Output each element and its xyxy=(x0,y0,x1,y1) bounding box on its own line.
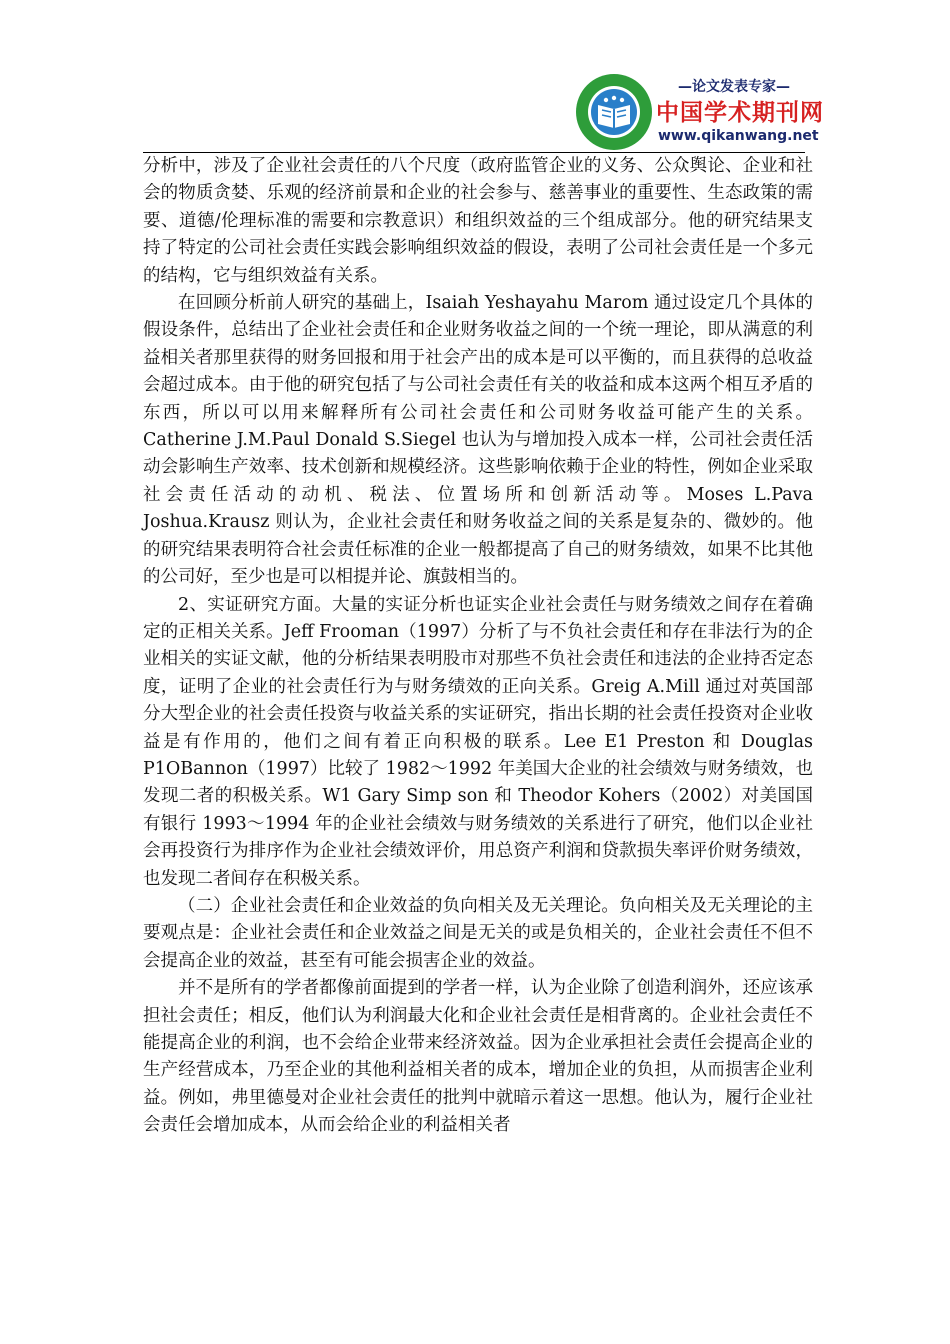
paragraph-4: （二）企业社会责任和企业效益的负向相关及无关理论。负向相关及无关理论的主要观点是：企业社会责任和企业效益之间是无关的或是负相关的，企业社会责任不但不会提高企业的效益，甚至有可能会损害企业的效益。 xyxy=(143,895,813,971)
paragraph-1: 分析中，涉及了企业社会责任的八个尺度（政府监管企业的义务、公众舆论、企业和社会的物质贪婪、乐观的经济前景和企业的社会参与、慈善事业的重要性、生态政策的需要、道德/伦理标准的需要和宗教意识）和组织效益的三个组成部分。他的研究结果支持了特定的公司社会责任实践会影响组织效益的假设，表明了公司社会责任是一个多元的结构，它与组织效益有关系。 xyxy=(143,156,813,286)
paragraph-2: 在回顾分析前人研究的基础上，Isaiah Yeshayahu Marom 通过设定几个具体的假设条件，总结出了企业社会责任和企业财务收益之间的一个统一理论，即从满意的利益相关者那里获得的财务回报和用于社会产出的成本是可以平衡的，而且获得的总收益会超过成本。由于他的研究包括了与公司社会责任有关的收益和成本这两个相互矛盾的东西，所以可以用来解释所有公司社会责任和公司财务收益可能产生的关系。Catherine J.M.Paul Donald S.Siegel 也认为与增加投入成本一样，公司社会责任活动会影响生产效率、技术创新和规模经济。这些影响依赖于企业的特性，例如企业采取社会责任活动的动机、税法、位置场所和创新活动等。Moses L.Pava Joshua.Krausz 则认为，企业社会责任和财务收益之间的关系是复杂的、微妙的。他的研究结果表明符合社会责任标准的企业一般都提高了自己的财务绩效，如果不比其他的公司好，至少也是可以相提并论、旗鼓相当的。 xyxy=(143,293,813,588)
logo-slogan: —论文发表专家— xyxy=(678,79,790,95)
paragraph-5: 并不是所有的学者都像前面提到的学者一样，认为企业除了创造利润外，还应该承担社会责任；相反，他们认为利润最大化和企业社会责任是相背离的。企业社会责任不能提高企业的利润，也不会给企业带来经济效益。因为企业承担社会责任会提高企业的生产经营成本，乃至企业的其他利益相关者的成本，增加企业的负担，从而损害企业利益。例如，弗里德曼对企业社会责任的批判中就暗示着这一思想。他认为，履行企业社会责任会增加成本，从而会给企业的利益相关者 xyxy=(143,978,813,1136)
logo-url: www.qikanwang.net xyxy=(658,128,819,144)
seal-icon xyxy=(574,72,654,152)
logo-name: 中国学术期刊网 xyxy=(656,100,824,126)
document-body xyxy=(143,153,813,1140)
paragraph-3: 2、实证研究方面。大量的实证分析也证实企业社会责任与财务绩效之间存在着确定的正相关关系。Jeff Frooman（1997）分析了与不负社会责任和存在非法行为的企业相关的实证文献，他的分析结果表明股市对那些不负社会责任和违法的企业持否定态度，证明了企业的社会责任行为与财务绩效的正向关系。Greig A.Mill 通过对英国部分大型企业的社会责任投资与收益关系的实证研究，指出长期的社会责任投资对企业收益是有作用的，他们之间有着正向积极的联系。Lee E1 Preston 和 Douglas P1OBannon（1997）比较了 1982～1992 年美国大企业的社会绩效与财务绩效，也发现二者的积极关系。W1 Gary Simp son 和 Theodor Kohers（2002）对美国国有银行 1993～1994 年的企业社会绩效与财务绩效的关系进行了研究，他们以企业社会再投资行为排序作为企业社会绩效评价，用总资产利润和贷款损失率评价财务绩效，也发现二者间存在积极关系。 xyxy=(143,594,813,889)
journal-logo xyxy=(574,72,824,152)
